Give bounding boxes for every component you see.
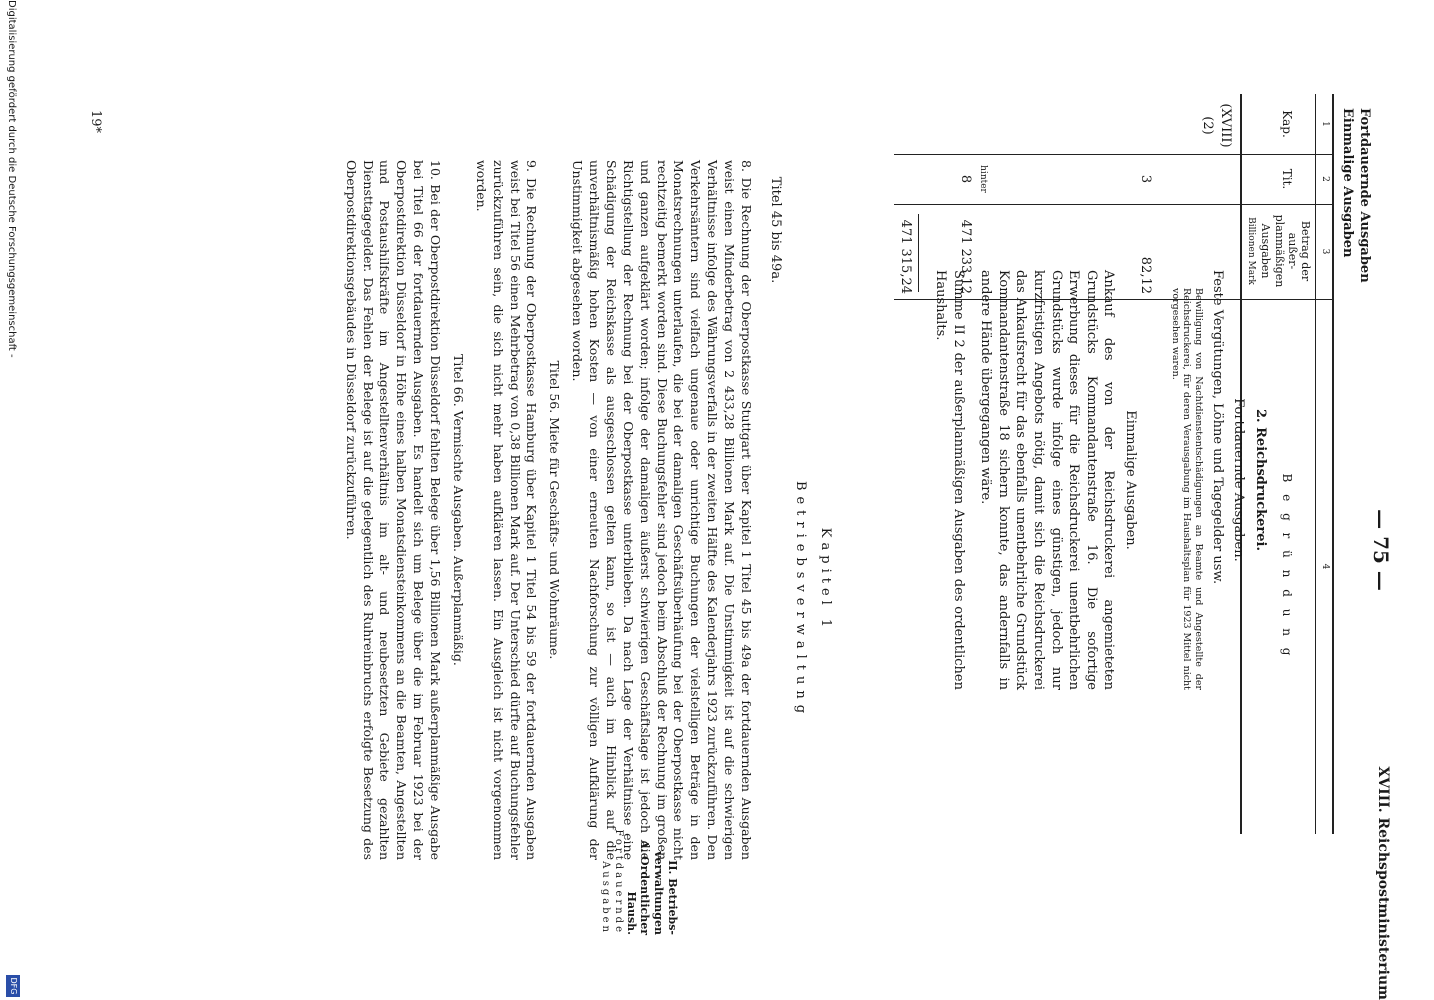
begruendung-text [928,270,1269,690]
kapitel-heading: Kapitel 1 [818,527,833,633]
paragraph-9: 9. Die Rechnung der Oberpostkasse Hamburg über Kapitel 1 Titel 54 bis 59 der fortdauernden Ausgaben weist bei Titel 56 einen Mehrbetrag von 0,38 Billionen Mark auf. Der Unterschied dürfte auf Buchungsfehler zurückzuführen sein, die sich nicht mehr haben aufklären lassen. Ein Ausgleich ist nicht vorgenommen worden. [473,160,540,860]
margin-line-2: verwaltungen [652,851,666,935]
cell-kap: (XVIII) (2) [1200,103,1233,148]
titel-56-heading: Titel 56. Miete für Geschäfts- und Wohnräume. [547,360,563,660]
sum-rule [918,214,919,292]
table-number-rule [1315,94,1316,834]
page-number: — 75 — [1369,509,1393,591]
col-header-tit: Tit. [1280,168,1294,190]
cell-betrag-row1: 82,12 [1138,256,1153,294]
cell-tit-prefix-row2: hinter [978,165,988,193]
table-col-divider-2 [894,204,1334,205]
margin-line-1: II. Betriebs- [666,860,679,935]
header-category-1: Fortdauernde Ausgaben [1357,108,1372,283]
paragraph-10: 10. Bei der Oberpostdirektion Düsseldorf fehlten Belege über 1,56 Billionen Mark außerplanmäßige Ausgabe bei Titel 66 der fortdauernden Ausgaben. Es handelt sich um Belege über die im Februar 1923 bei der Oberpostdirektion Düsseldorf in Höhe eines halben Monatsdiensteinkommens an die Beamten, Angestellten und Postaushilfskräfte im Angestelltenverhältnis im alt- und neubesetzten Gebiete gezahlten Diensttagegelder. Das Fehlen der Belege ist auf die gelegentlich des Ruhreinbruchs erfolgte Besetzung des Oberpostdirektionsgebäudes in Düsseldorf zurückzuführen. [343,160,444,860]
page-header-right: XVIII. Reichspostministerium [1375,766,1391,1000]
subheading-einmalig: Einmalige Ausgaben. [1122,410,1138,550]
margin-line-3: A. Ordentlicher Haush. [624,839,652,935]
header-category-2: Einmalige Ausgaben [1340,108,1356,258]
digitization-credit: Digitalisierung gefördert durch die Deutsche Forschungsgemeinschaft - [6,0,17,358]
col-header-betrag: Betrag der außer-planmäßigen Ausgaben [1259,214,1312,288]
col-number-1: 1 [1320,121,1330,127]
col-number-4: 4 [1320,563,1330,570]
subheading-fortdauernd: Fortdauernde Ausgaben. [1231,398,1247,562]
col-header-unit: Billionen Mark [1246,217,1256,285]
col-number-3: 3 [1320,248,1330,255]
table-top-rule [1332,94,1334,834]
signature-mark: 19* [88,110,103,134]
text-summe: Summe II 2 der außerplanmäßigen Ausgaben des ordentlichen Haushalts. [933,270,966,690]
note-nachtdienst: Bewilligung von Nachtdienstentschädigungen an Beamte und Angestellte der Reichsdruckerei, für deren Verausgabung im Haushaltsplan für 1923 Mittel nicht vorgesehen waren. [1169,288,1205,690]
text-ankauf-grundstueck: Ankauf des von der Reichsdruckerei angemieteten Grundstücks Kommandantenstraße 16. Die sofortige Erwerbung dieses für die Reichsdruckerei unentbehrlichen Grundstücks wurde infolge eines günstigen, jedoch nur kurzfristigen Angebots nötig, damit sich die Reichsdruckerei das Ankaufsrecht für das ebenfalls unentbehrliche Grundstück Kommandantenstraße 18 sichern konnte, das andernfalls in andere Hände übergegangen wäre. [978,270,1117,690]
col-header-kap: Kap. [1280,110,1294,138]
margin-line-4: Fortdauernde [613,829,624,935]
cell-sum: 471 315,24 [898,219,913,294]
section-heading-reichsdruckerei: 2. Reichsdruckerei. [1253,409,1268,551]
titel-66-heading: Titel 66. Vermischte Ausgaben. Außerplanmäßig. [451,354,466,666]
betriebsverwaltung-heading: Betriebsverwaltung [793,480,808,720]
page-header-left [1338,108,1372,328]
col-number-2: 2 [1320,176,1330,182]
lower-body-text [336,160,754,860]
text-feste-verguetungen: Feste Vergütungen, Löhne und Tagegelder usw. [1209,270,1225,585]
cell-tit-row1: 3 [1138,174,1153,184]
dfg-logo-icon: DFG [6,975,20,997]
titel-45-heading: Titel 45 bis 49a. [768,176,783,284]
cell-betrag-row2: 471 233,12 [958,219,973,294]
col-header-begruendung: B e g r ü n d u n g [1280,473,1294,660]
margin-line-5: Ausgaben [600,861,612,935]
paragraph-8: 8. Die Rechnung der Oberpostkasse Stuttgart über Kapitel 1 Titel 45 bis 49a der fortdauernden Ausgaben weist einen Minderbetrag von 2 433,28 Billionen Mark auf. Die Unstimmigkeit ist auf die schwierigen Verhältnisse infolge des Währungsverfalls in der zweiten Hälfte des Kalenderjahrs 1923 zurückzuführen. Den Verkehrsämtern sind vielfach ungenaue oder unrichtige Buchungen der vielstelligen Beträge in den Monatsrechnungen unterlaufen, die bei der damaligen Geschäftsüberhäufung bei der Oberpostkasse nicht rechtzeitig bemerkt worden sind. Diese Buchungsfehler sind jedoch beim Abschluß der Rechnung im großen und ganzen aufgeklärt worden; infolge der damaligen äußerst schwierigen Geschäftslage ist jedoch die Richtigstellung der Rechnung bei der Oberpostkasse unterblieben. Da nach Lage der Verhältnisse eine Schädigung der Reichskasse als ausgeschlossen gelten kann, so ist — auch im Hinblick auf die unverhältnismäßig hohen Kosten — von einer erneuten Nachforschung zur völligen Aufklärung der Unstimmigkeit abgesehen worden. [570,160,754,860]
cell-tit-row2: 8 [958,174,973,184]
